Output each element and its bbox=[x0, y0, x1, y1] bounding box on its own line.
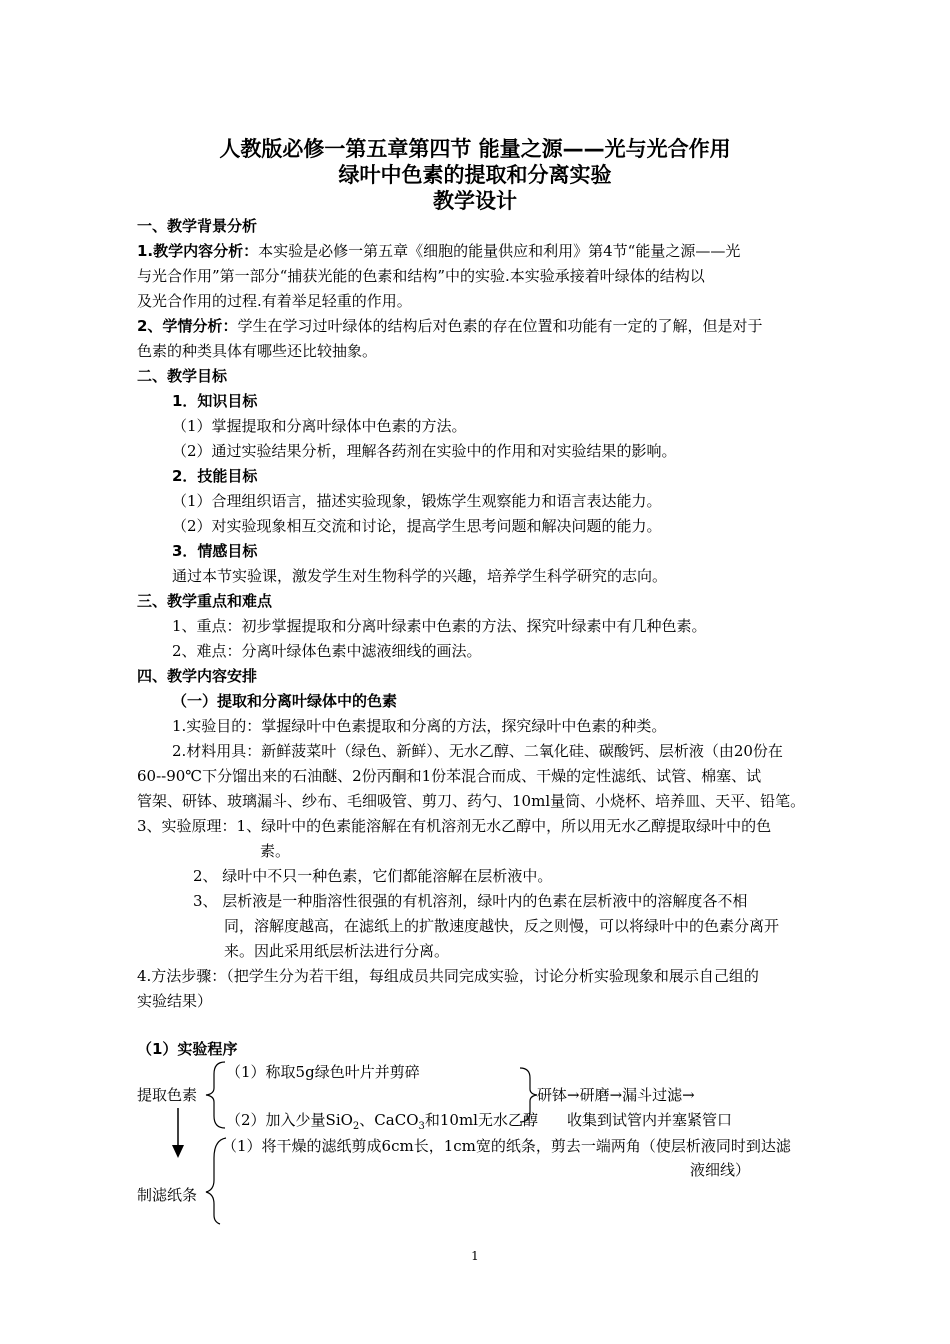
content-analysis-line-3: 及光合作用的过程.有着举足轻重的作用。 bbox=[137, 292, 412, 310]
content-analysis-line-2: 与光合作用”第一部分“捕获光能的色素和结构”中的实验.本实验承接着叶绿体的结构以 bbox=[137, 267, 705, 285]
emotion-goals-heading: 3．情感目标 bbox=[172, 542, 258, 560]
collect-step: 收集到试管内并塞紧管口 bbox=[567, 1111, 733, 1129]
method-line-1: 4.方法步骤：（把学生分为若干组，每组成员共同完成实验，讨论分析实验现象和展示自己组的 bbox=[137, 967, 759, 985]
content-analysis-text: 本实验是必修一第五章《细胞的能量供应和利用》第4节“能量之源——光 bbox=[258, 242, 741, 260]
principle-2: 2、 绿叶中不只一种色素，它们都能溶解在层析液中。 bbox=[193, 867, 553, 885]
extract-brace bbox=[206, 1062, 225, 1128]
materials-line-2: 60--90℃下分馏出来的石油醚、2份丙酮和1份苯混合而成、干燥的定性滤纸、试管、棉塞、试 bbox=[137, 767, 762, 785]
principle-line-2: 素。 bbox=[260, 842, 291, 860]
skill-goal-1: （1）合理组织语言，描述实验现象，锻炼学生观察能力和语言表达能力。 bbox=[172, 492, 662, 510]
knowledge-goal-2: （2）通过实验结果分析，理解各药剂在实验中的作用和对实验结果的影响。 bbox=[172, 442, 677, 460]
learner-analysis-label: 2、学情分析： bbox=[137, 317, 238, 335]
knowledge-goals-heading: 1．知识目标 bbox=[172, 392, 258, 410]
method-line-2: 实验结果） bbox=[137, 992, 213, 1010]
materials-line-3: 管架、研钵、玻璃漏斗、纱布、毛细吸管、剪刀、药勺、10ml量筒、小烧杯、培养皿、天平、铅笔。 bbox=[137, 792, 806, 810]
section-3-heading: 三、教学重点和难点 bbox=[137, 592, 273, 610]
extract-step-2: （2）加入少量SiO$_2$、CaCO$_3$和10ml无水乙醇 bbox=[226, 1111, 538, 1132]
materials-line-1: 2.材料用具：新鲜菠菜叶（绿色、新鲜）、无水乙醇、二氧化硅、碳酸钙、层析液（由20份在 bbox=[172, 742, 783, 760]
section-4-heading: 四、教学内容安排 bbox=[137, 667, 258, 685]
title-line-3: 教学设计 bbox=[433, 189, 517, 213]
difficult-point: 2、难点：分离叶绿体色素中滤液细线的画法。 bbox=[172, 642, 482, 660]
make-filter-strip-label: 制滤纸条 bbox=[137, 1186, 198, 1204]
down-arrow-head bbox=[172, 1145, 184, 1158]
experiment-aim: 1.实验目的：掌握绿叶中色素提取和分离的方法，探究绿叶中色素的种类。 bbox=[172, 717, 667, 735]
strip-step-1: （1）将干燥的滤纸剪成6cm长，1cm宽的纸条，剪去一端两角（使层析液同时到达滤 bbox=[222, 1137, 791, 1155]
learner-analysis-line-2: 色素的种类具体有哪些还比较抽象。 bbox=[137, 342, 378, 360]
extract-step-1: （1）称取5g绿色叶片并剪碎 bbox=[226, 1063, 420, 1081]
title-line-2: 绿叶中色素的提取和分离实验 bbox=[338, 163, 612, 187]
extract-pigment-label: 提取色素 bbox=[137, 1086, 198, 1104]
skill-goals-heading: 2．技能目标 bbox=[172, 467, 258, 485]
title-line-1: 人教版必修一第五章第四节 能量之源——光与光合作用 bbox=[219, 137, 731, 161]
skill-goal-2: （2）对实验现象相互交流和讨论，提高学生思考问题和解决问题的能力。 bbox=[172, 517, 662, 535]
knowledge-goal-1: （1）掌握提取和分离叶绿体中色素的方法。 bbox=[172, 417, 467, 435]
page-number: 1 bbox=[471, 1249, 479, 1263]
key-point: 1、重点：初步掌握提取和分离叶绿素中色素的方法、探究叶绿素中有几种色素。 bbox=[172, 617, 707, 635]
content-analysis-line-1 bbox=[137, 241, 740, 261]
principle-3-line-3: 来。因此采用纸层析法进行分离。 bbox=[224, 942, 450, 960]
emotion-goal-1: 通过本节实验课，激发学生对生物科学的兴趣，培养学生科学研究的志向。 bbox=[172, 567, 668, 585]
principle-line-1: 3、实验原理：1、绿叶中的色素能溶解在有机溶剂无水乙醇中，所以用无水乙醇提取绿叶中的色 bbox=[137, 817, 772, 835]
grinding-chain: 研钵→研磨→漏斗过滤→ bbox=[537, 1086, 695, 1104]
strip-step-1-continued: 液细线） bbox=[690, 1161, 751, 1179]
learner-analysis-line-1 bbox=[137, 316, 762, 336]
section-1-heading: 一、教学背景分析 bbox=[137, 217, 258, 235]
procedure-heading: （1）实验程序 bbox=[137, 1040, 238, 1058]
principle-3-line-2: 同，溶解度越高，在滤纸上的扩散速度越快，反之则慢，可以将绿叶中的色素分离开 bbox=[224, 917, 780, 935]
section-2-heading: 二、教学目标 bbox=[137, 367, 228, 385]
content-analysis-label: 1.教学内容分析： bbox=[137, 242, 259, 260]
subsection-1-heading: （一）提取和分离叶绿体中的色素 bbox=[172, 692, 398, 710]
learner-analysis-text: 学生在学习过叶绿体的结构后对色素的存在位置和功能有一定的了解，但是对于 bbox=[237, 317, 763, 335]
principle-3-line-1: 3、 层析液是一种脂溶性很强的有机溶剂，绿叶内的色素在层析液中的溶解度各不相 bbox=[193, 892, 748, 910]
